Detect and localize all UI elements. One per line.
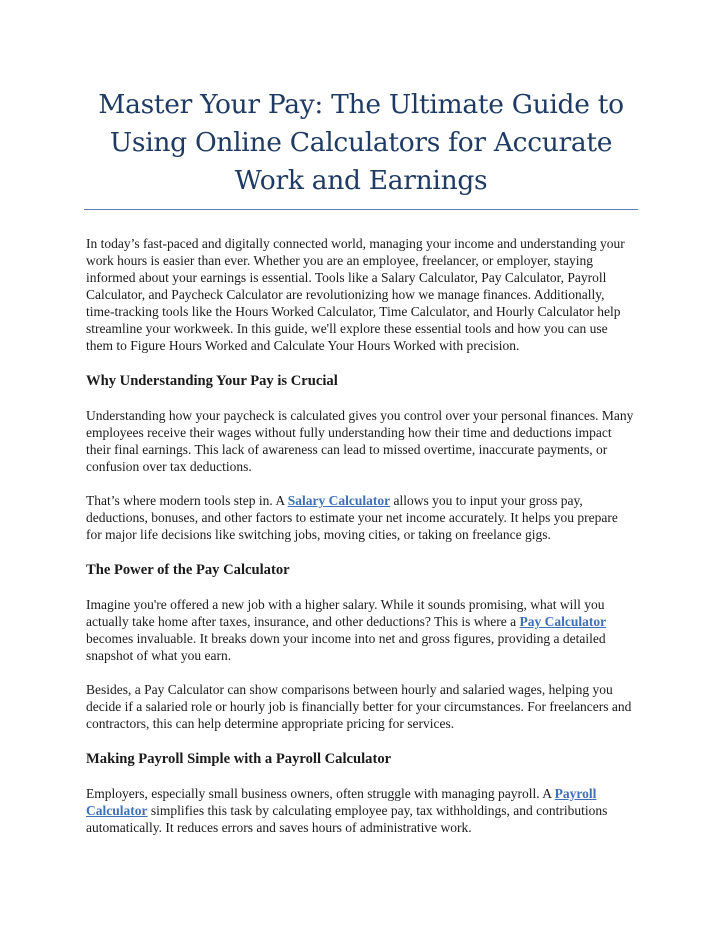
text-segment: allows you to input your gross pay, deductions, bonuses, and other factors to estimate your net income accurately. It helps you prepare for major life decisions like switching jobs, moving cities, or taking on freelance gigs. bbox=[86, 493, 618, 542]
text-segment: Employers, especially small business owners, often struggle with managing payroll. A bbox=[86, 786, 555, 801]
intro-paragraph: In today’s fast-paced and digitally connected world, managing your income and understanding your work hours is easier than ever. Whether you are an employee, freelancer, or employer, staying informed about your earnings is essential. Tools like a Salary Calculator, Pay Calculator, Payroll Calculator, and Paycheck Calculator are revolutionizing how we manage finances. Additionally, time-tracking tools like the Hours Worked Calculator, Time Calculator, and Hourly Calculator help streamline your workweek. In this guide, we'll explore these essential tools and how you can use them to Figure Hours Worked and Calculate Your Hours Worked with precision. bbox=[86, 236, 625, 353]
salary-calculator-link[interactable]: Salary Calculator bbox=[287, 493, 391, 508]
section-pay-calculator-paragraph-1 bbox=[86, 596, 636, 664]
section-pay-calculator-paragraph-2: Besides, a Pay Calculator can show comparisons between hourly and salaried wages, helping you decide if a salaried role or hourly job is financially better for your circumstances. For freelancers and contractors, this can help determine appropriate pricing for services. bbox=[86, 682, 632, 731]
text-segment: simplifies this task by calculating employee pay, tax withholdings, and contributions automatically. It reduces errors and saves hours of administrative work. bbox=[86, 803, 608, 835]
payroll-calculator-link[interactable]: Payroll Calculator bbox=[86, 786, 597, 818]
section-why-pay-paragraph-2 bbox=[86, 492, 636, 543]
text-segment: becomes invaluable. It breaks down your income into net and gross figures, providing a detailed snapshot of what you earn. bbox=[86, 631, 606, 663]
section-payroll-paragraph-1 bbox=[86, 785, 636, 836]
section-heading-payroll: Making Payroll Simple with a Payroll Calculator bbox=[86, 751, 392, 767]
text-segment: That’s where modern tools step in. A bbox=[86, 493, 288, 508]
section-heading-why-pay: Why Understanding Your Pay is Crucial bbox=[86, 373, 338, 389]
pay-calculator-link[interactable]: Pay Calculator bbox=[519, 614, 607, 629]
section-heading-pay-calculator: The Power of the Pay Calculator bbox=[86, 562, 290, 578]
section-why-pay-paragraph-1: Understanding how your paycheck is calculated gives you control over your personal finances. Many employees receive their wages without fully understanding how their time and deductions impact their final earnings. This lack of awareness can lead to missed overtime, inaccurate payments, or confusion over tax deductions. bbox=[86, 408, 634, 474]
text-segment: Imagine you're offered a new job with a higher salary. While it sounds promising, what will you actually take home after taxes, insurance, and other deductions? This is where a bbox=[86, 597, 605, 629]
document-title: Master Your Pay: The Ultimate Guide to Using Online Calculators for Accurate Work and Earnings bbox=[98, 89, 624, 196]
title-underline bbox=[84, 209, 638, 210]
